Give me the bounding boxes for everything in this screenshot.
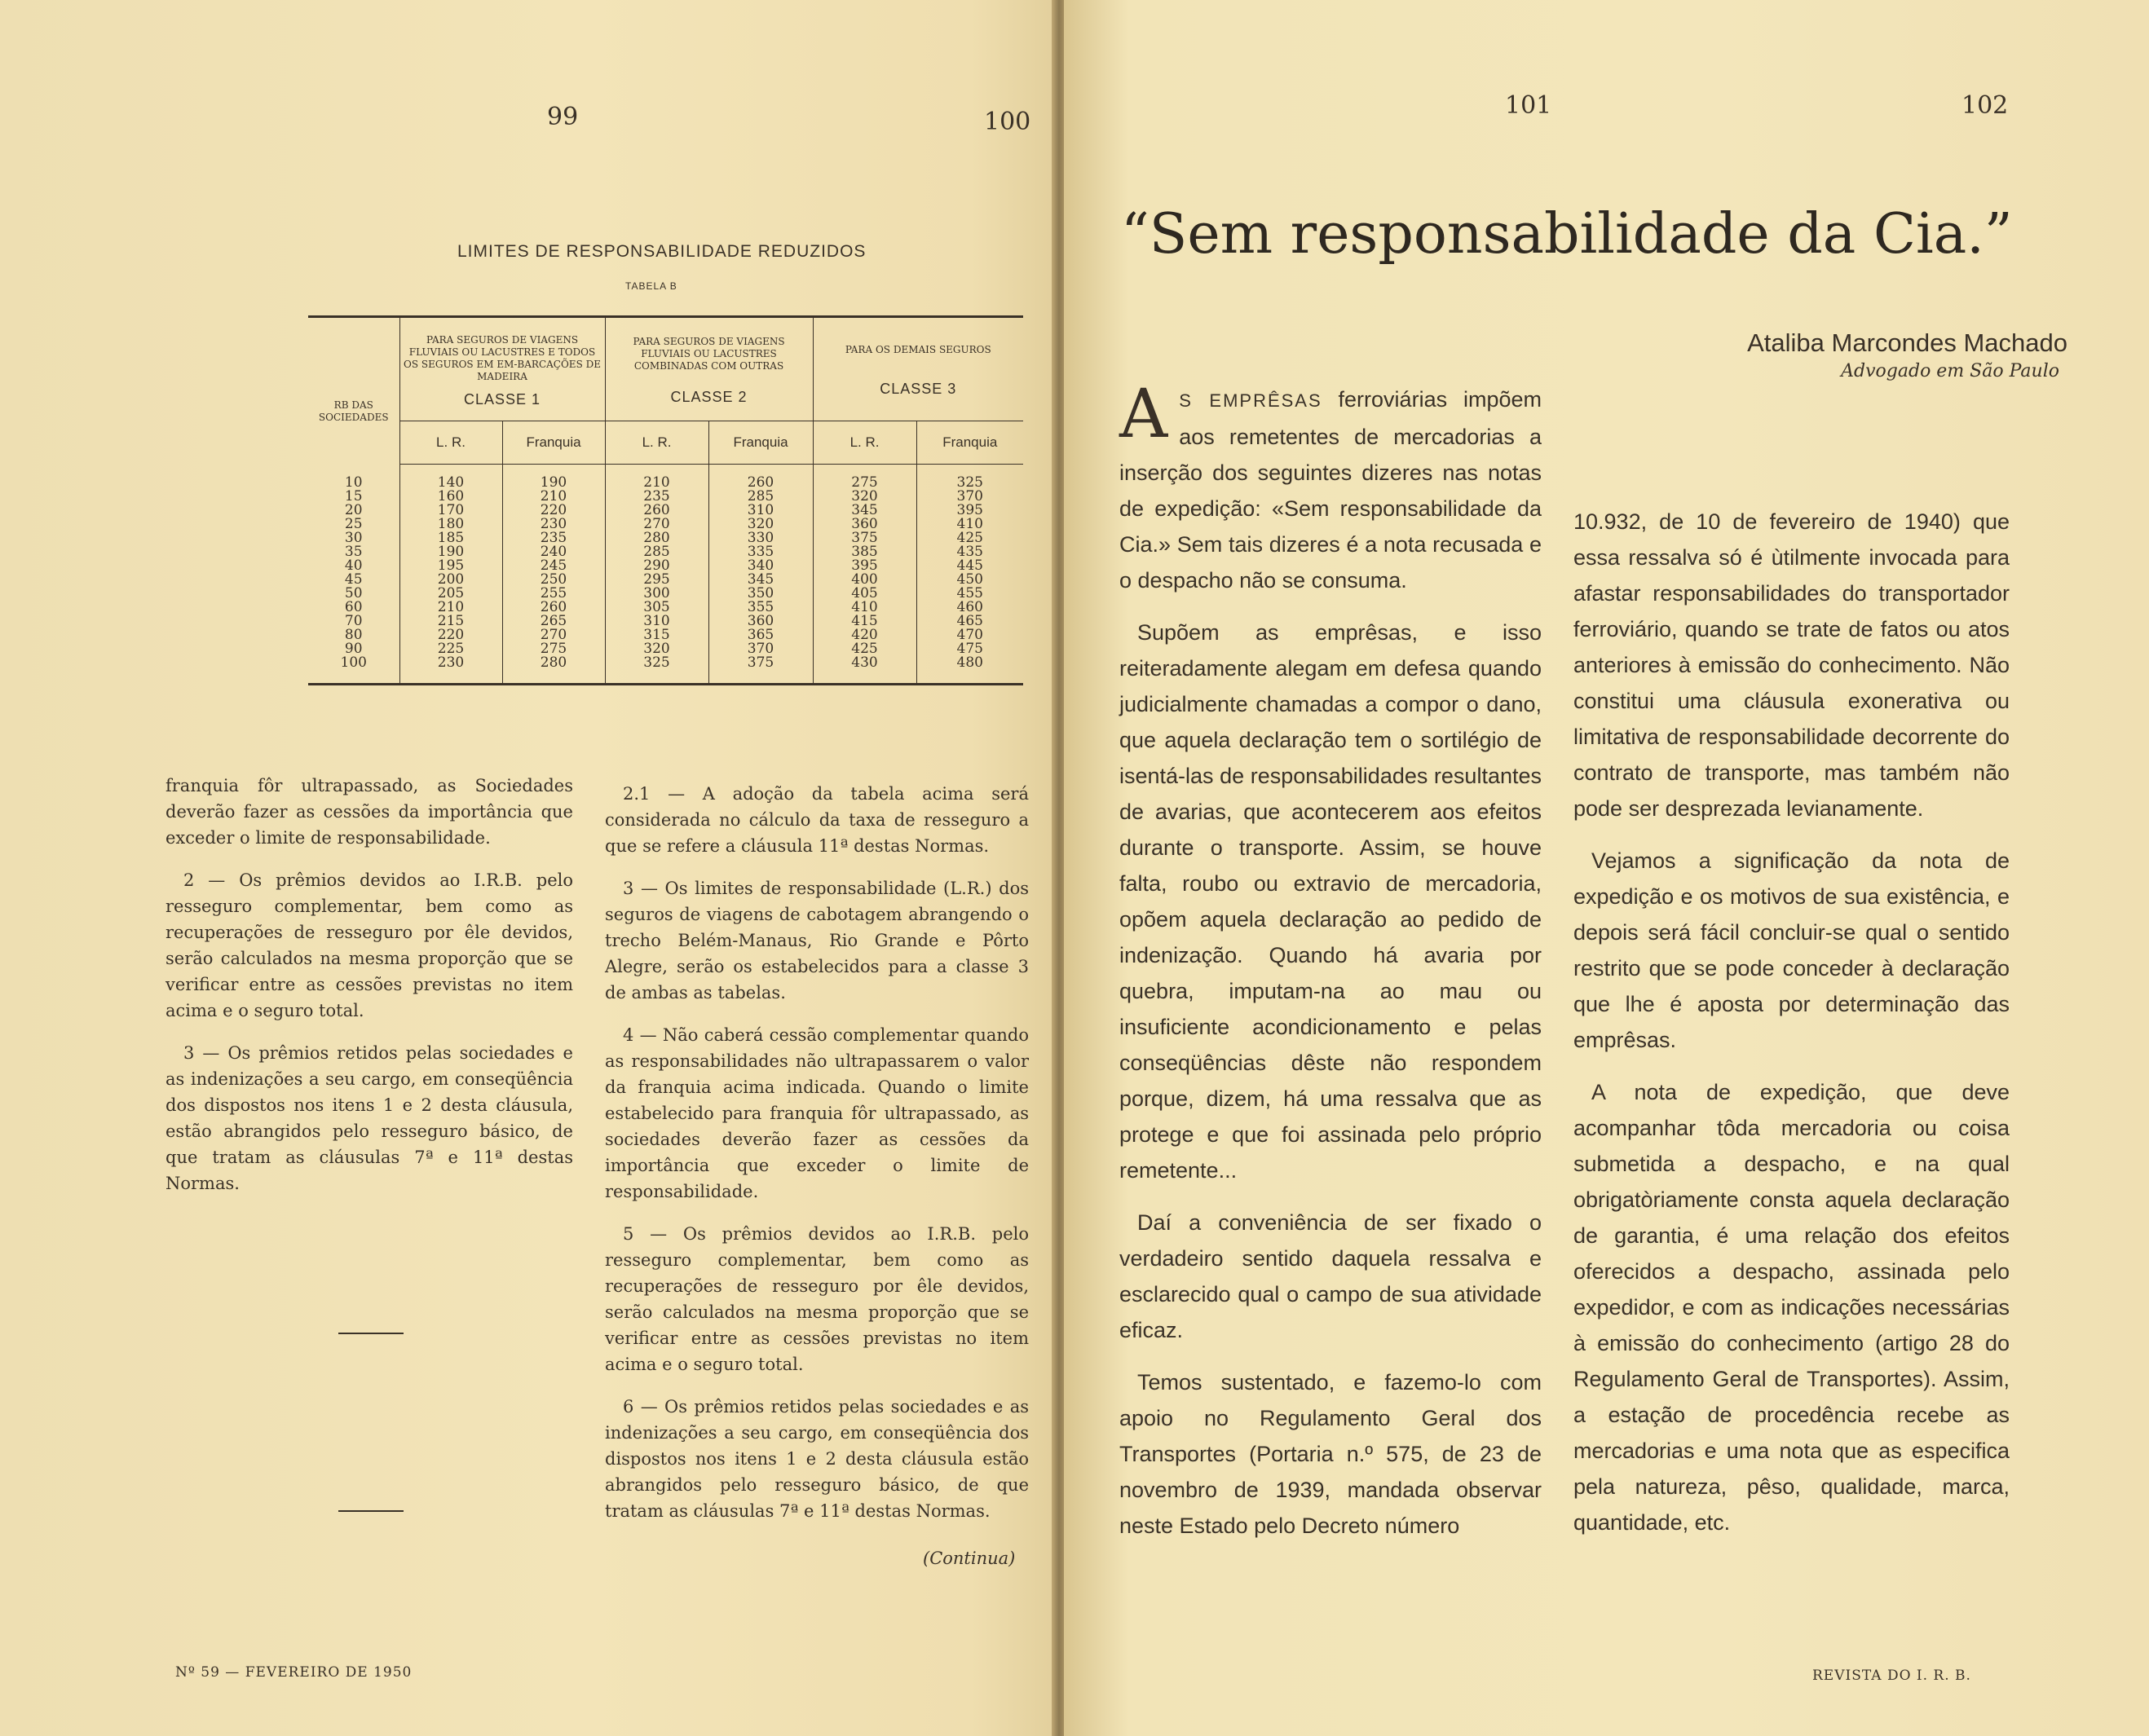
table-cell: 360 — [747, 613, 774, 629]
table-cell: 235 — [643, 488, 670, 504]
table-cell: 195 — [437, 557, 465, 574]
table-cell: 470 — [956, 627, 983, 643]
class-1-header — [399, 317, 605, 421]
table-cell: 270 — [643, 516, 670, 532]
table-cell: 230 — [437, 654, 465, 671]
p99-text-column — [165, 773, 573, 1213]
lead-text: ferroviárias impõem aos remetentes de mercadorias a inserção dos seguintes dizeres nas notas de expedição: «Sem responsabilidade da Cia.» Sem tais dizeres é a nota recusada e o despacho não se consuma. — [1119, 387, 1542, 593]
p100-text-column — [605, 781, 1029, 1540]
p99-paragraph-1: franquia fôr ultrapassado, as Sociedades deverão fazer as cessões da importância que exceder o limite de responsabilidade. — [165, 776, 573, 848]
left-page — [0, 0, 1056, 1736]
table-cell: 350 — [747, 585, 774, 601]
table-body-row — [308, 465, 1023, 685]
table-cell: 415 — [851, 613, 878, 629]
table-cell: 475 — [956, 641, 983, 657]
table-cell: 310 — [643, 613, 670, 629]
table-cell: 20 — [344, 501, 363, 518]
table-cell: 365 — [747, 627, 774, 643]
col-class1-lr — [399, 465, 502, 685]
table-cell: 260 — [540, 599, 567, 615]
p99-paragraph-2: 2 — Os prêmios devidos ao I.R.B. pelo resseguro complementar, bem como as recuperações de resseguro por êle devidos, serão calculados na mesma proporção que se verificar entre as cessões previstas no item acima e o seguro total. — [165, 870, 573, 1020]
table-cell: 315 — [643, 627, 670, 643]
table-cell: 255 — [540, 585, 567, 601]
article-paragraph-3: Daí a conveniência de ser fixado o verdadeiro sentido daquela ressalva e esclarecido qual o campo de sua atividade eficaz. — [1119, 1210, 1542, 1342]
table-cell: 465 — [956, 613, 983, 629]
table-cell: 325 — [956, 474, 983, 491]
table-cell: 330 — [747, 530, 774, 546]
class-3-desc: PARA OS DEMAIS SEGUROS — [845, 344, 991, 355]
table-cell: 210 — [437, 599, 465, 615]
p100-paragraph-2: 3 — Os limites de responsabilidade (L.R.) dos seguros de viagens de cabotagem abrangendo o trecho Belém-Manaus, Rio Grande e Pôrto Alegre, serão os estabelecidos para a classe 3 de ambas as tabelas. — [605, 879, 1029, 1002]
table-cell: 245 — [540, 557, 567, 574]
footer-issue: Nº 59 — FEVEREIRO DE 1950 — [175, 1664, 413, 1681]
table-cell: 275 — [540, 641, 567, 657]
p100-paragraph-3: 4 — Não caberá cessão complementar quando as responsabilidades não ultrapassarem o valor da franquia acima indicada. Quando o limite estabelecido para franquia fôr ultrapassado, as sociedades deverão fazer as cessões da importância que exceder o limite de responsabilidade. — [605, 1025, 1029, 1201]
article-column-2 — [1573, 504, 2010, 1557]
table-cell: 25 — [344, 515, 363, 532]
table-cell: 385 — [851, 544, 878, 560]
page-number-100: 100 — [984, 108, 1031, 136]
table-cell: 210 — [540, 488, 567, 504]
table-cell: 335 — [747, 544, 774, 560]
table-cell: 285 — [747, 488, 774, 504]
table-cell: 170 — [437, 502, 465, 518]
table-cell: 320 — [747, 516, 774, 532]
p100-paragraph-4: 5 — Os prêmios devidos ao I.R.B. pelo resseguro complementar, bem como as recuperações de resseguro por êle devidos, serão calculados na mesma proporção que se verificar entre as cessões previstas no item acima e o seguro total. — [605, 1224, 1029, 1374]
table-cell: 460 — [956, 599, 983, 615]
table-cell: 280 — [540, 654, 567, 671]
table-cell: 270 — [540, 627, 567, 643]
table-cell: 295 — [643, 571, 670, 588]
class-3-lr-header: L. R. — [813, 421, 916, 465]
table-cell: 50 — [344, 584, 363, 601]
table-cell: 360 — [851, 516, 878, 532]
table-cell: 190 — [540, 474, 567, 491]
col-class3-lr — [813, 465, 916, 685]
table-cell: 375 — [851, 530, 878, 546]
table-cell: 200 — [437, 571, 465, 588]
table-cell: 220 — [437, 627, 465, 643]
table-cell: 305 — [643, 599, 670, 615]
table-cell: 160 — [437, 488, 465, 504]
table-cell: 345 — [851, 502, 878, 518]
table-cell: 395 — [956, 502, 983, 518]
table-cell: 370 — [747, 641, 774, 657]
table-subtitle: TABELA B — [625, 280, 677, 292]
table-cell: 340 — [747, 557, 774, 574]
page-number-102: 102 — [1961, 91, 2009, 120]
table-cell: 185 — [437, 530, 465, 546]
article-paragraph-7: A nota de expedição, que deve acompanhar tôda mercadoria ou coisa submetida a despacho, e na qual obrigatòriamente consta aquela declaração de garantia, é uma relação dos efeitos oferecidos a despacho, assinada pelo expedidor, e com as indicações necessárias à emissão do conhecimento (artigo 28 do Regulamento Geral de Transportes). Assim, a estação de procedência recebe as mercadorias e uma nota que as especifica pela natureza, pêso, qualidade, marca, quantidade, etc. — [1573, 1080, 2010, 1535]
table-cell: 260 — [643, 502, 670, 518]
table-cell: 355 — [747, 599, 774, 615]
col-rb — [308, 465, 399, 685]
table-cell: 240 — [540, 544, 567, 560]
col-class3-franquia — [916, 465, 1023, 685]
table-cell: 275 — [851, 474, 878, 491]
article-column-1 — [1119, 376, 1542, 1560]
table-cell: 45 — [344, 571, 363, 588]
right-page — [1064, 0, 2149, 1736]
table-cell: 235 — [540, 530, 567, 546]
class-2-desc: PARA SEGUROS DE VIAGENS FLUVIAIS OU LACUSTRES COMBINADAS COM OUTRAS — [633, 336, 785, 372]
table-cell: 10 — [344, 474, 363, 491]
table-cell: 425 — [956, 530, 983, 546]
table-cell: 250 — [540, 571, 567, 588]
class-2-lr-header: L. R. — [605, 421, 708, 465]
class-1-label: CLASSE 1 — [463, 390, 541, 408]
table-subheader-row — [308, 421, 1023, 465]
col-class2-lr — [605, 465, 708, 685]
article-lead-paragraph — [1119, 376, 1542, 598]
table-cell: 310 — [747, 502, 774, 518]
table-cell: 410 — [851, 599, 878, 615]
article-paragraph-6: Vejamos a significação da nota de expedição e os motivos de sua existência, e depois será fácil concluir-se qual o sentido restrito que se pode conceder à declaração que lhe é aposta por determinação das emprêsas. — [1573, 848, 2010, 1052]
table-cell: 290 — [643, 557, 670, 574]
table-cell: 190 — [437, 544, 465, 560]
class-2-header — [605, 317, 813, 421]
table-cell: 230 — [540, 516, 567, 532]
p100-paragraph-5: 6 — Os prêmios retidos pelas sociedades e as indenizações a seu cargo, em conseqüência dos dispostos nos itens 1 e 2 desta cláusula estão abrangidos pelo resseguro básico, de que tratam as cláusulas 7ª e 11ª destas Normas. — [605, 1397, 1029, 1521]
table-cell: 325 — [643, 654, 670, 671]
table-cell: 455 — [956, 585, 983, 601]
table-cell: 320 — [643, 641, 670, 657]
table-cell: 285 — [643, 544, 670, 560]
table-cell: 100 — [340, 654, 367, 671]
table-cell: 430 — [851, 654, 878, 671]
table-cell: 180 — [437, 516, 465, 532]
table-cell: 320 — [851, 488, 878, 504]
table-cell: 60 — [344, 598, 363, 615]
table-cell: 410 — [956, 516, 983, 532]
footer-journal: REVISTA DO I. R. B. — [1812, 1668, 1971, 1684]
class-1-lr-header: L. R. — [399, 421, 502, 465]
table-cell: 280 — [643, 530, 670, 546]
class-3-header — [813, 317, 1023, 421]
table-cell: 425 — [851, 641, 878, 657]
table-cell: 210 — [643, 474, 670, 491]
article-title: “Sem responsabilidade da Cia.” — [1121, 202, 2013, 267]
table-cell: 260 — [747, 474, 774, 491]
table-cell: 40 — [344, 557, 363, 574]
table-cell: 80 — [344, 626, 363, 643]
page-number-99: 99 — [547, 103, 579, 131]
table-cell: 405 — [851, 585, 878, 601]
table-title: LIMITES DE RESPONSABILIDADE REDUZIDOS — [457, 242, 867, 261]
table-cell: 225 — [437, 641, 465, 657]
table-cell: 400 — [851, 571, 878, 588]
page-number-101: 101 — [1505, 91, 1552, 120]
table-cell: 265 — [540, 613, 567, 629]
table-cell: 345 — [747, 571, 774, 588]
drop-cap: A — [1119, 376, 1168, 453]
table-cell: 15 — [344, 487, 363, 504]
liability-table — [308, 315, 1023, 685]
table-cell: 90 — [344, 640, 363, 657]
table-cell: 375 — [747, 654, 774, 671]
table-header-row — [308, 317, 1023, 421]
divider-rule — [338, 1333, 404, 1334]
table-cell: 140 — [437, 474, 465, 491]
class-3-label: CLASSE 3 — [880, 381, 957, 397]
p99-paragraph-3: 3 — Os prêmios retidos pelas sociedades e as indenizações a seu cargo, em conseqüência dos dispostos nos itens 1 e 2 desta cláusula, estão abrangidos pelo resseguro básico, de que tratam as cláusulas 7ª e 11ª destas Normas. — [165, 1043, 573, 1193]
article-paragraph-2: Supõem as emprêsas, e isso reiteradamente alegam em defesa quando judicialmente chamadas a compor o dano, que aquela declaração tem o sortilégio de isentá-las de responsabilidades resultantes de avarias, que acontecerem aos efeitos durante o transporte. Assim, se houve falta, roubo ou extravio de mercadoria, opõem aquela declaração ao pedido de indenização. Quando há avaria por quebra, imputam-na ao mau ou insuficiente acondicionamento e pelas conseqüências dêste não respondem porque, dizem, há uma ressalva que as protege e que foi assinada pelo próprio remetente... — [1119, 620, 1542, 1183]
lead-small-caps: S EMPRÊSAS — [1179, 390, 1322, 411]
class-1-franquia-header: Franquia — [502, 421, 605, 465]
table-cell: 420 — [851, 627, 878, 643]
col-class2-franquia — [708, 465, 813, 685]
article-affiliation: Advogado em São Paulo — [1841, 361, 2059, 381]
table-cell: 445 — [956, 557, 983, 574]
table-cell: 300 — [643, 585, 670, 601]
table-cell: 370 — [956, 488, 983, 504]
article-paragraph-4: Temos sustentado, e fazemo-lo com apoio no Regulamento Geral dos Transportes (Portaria n.º 575, de 23 de novembro de 1939, mandada observar neste Estado pelo Decreto número — [1119, 1370, 1542, 1538]
table-cell: 35 — [344, 543, 363, 560]
table-cell: 215 — [437, 613, 465, 629]
table-cell: 395 — [851, 557, 878, 574]
class-2-franquia-header: Franquia — [708, 421, 813, 465]
article-paragraph-5: 10.932, de 10 de fevereiro de 1940) que essa ressalva só é ùtilmente invocada para afastar responsabilidades do transportador ferroviário, quando se trate de fatos ou atos anteriores à emissão do conhecimento. Não constitui uma cláusula exonerativa ou limitativa de responsabilidade decorrente do contrato de transporte, mas também não pode ser desprezada levianamente. — [1573, 509, 2010, 821]
p100-paragraph-1: 2.1 — A adoção da tabela acima será considerada no cálculo da taxa de resseguro a que se refere a cláusula 11ª destas Normas. — [605, 784, 1029, 856]
table-cell: 480 — [956, 654, 983, 671]
class-1-desc: PARA SEGUROS DE VIAGENS FLUVIAIS OU LACUSTRES E TODOS OS SEGUROS EM EM-BARCAÇÕES DE MADEIRA — [404, 333, 601, 382]
class-2-label: CLASSE 2 — [670, 389, 748, 405]
table-cell: 205 — [437, 585, 465, 601]
col-rb-header: RB DAS SOCIEDADES — [318, 399, 389, 423]
col-class1-franquia — [502, 465, 605, 685]
article-author: Ataliba Marcondes Machado — [1747, 328, 2067, 357]
table-cell: 30 — [344, 529, 363, 546]
continua-note: (Continua) — [923, 1549, 1016, 1568]
table-cell: 220 — [540, 502, 567, 518]
table-cell: 435 — [956, 544, 983, 560]
divider-rule — [338, 1510, 404, 1512]
class-3-franquia-header: Franquia — [916, 421, 1023, 465]
table-cell: 70 — [344, 612, 363, 629]
table-cell: 450 — [956, 571, 983, 588]
